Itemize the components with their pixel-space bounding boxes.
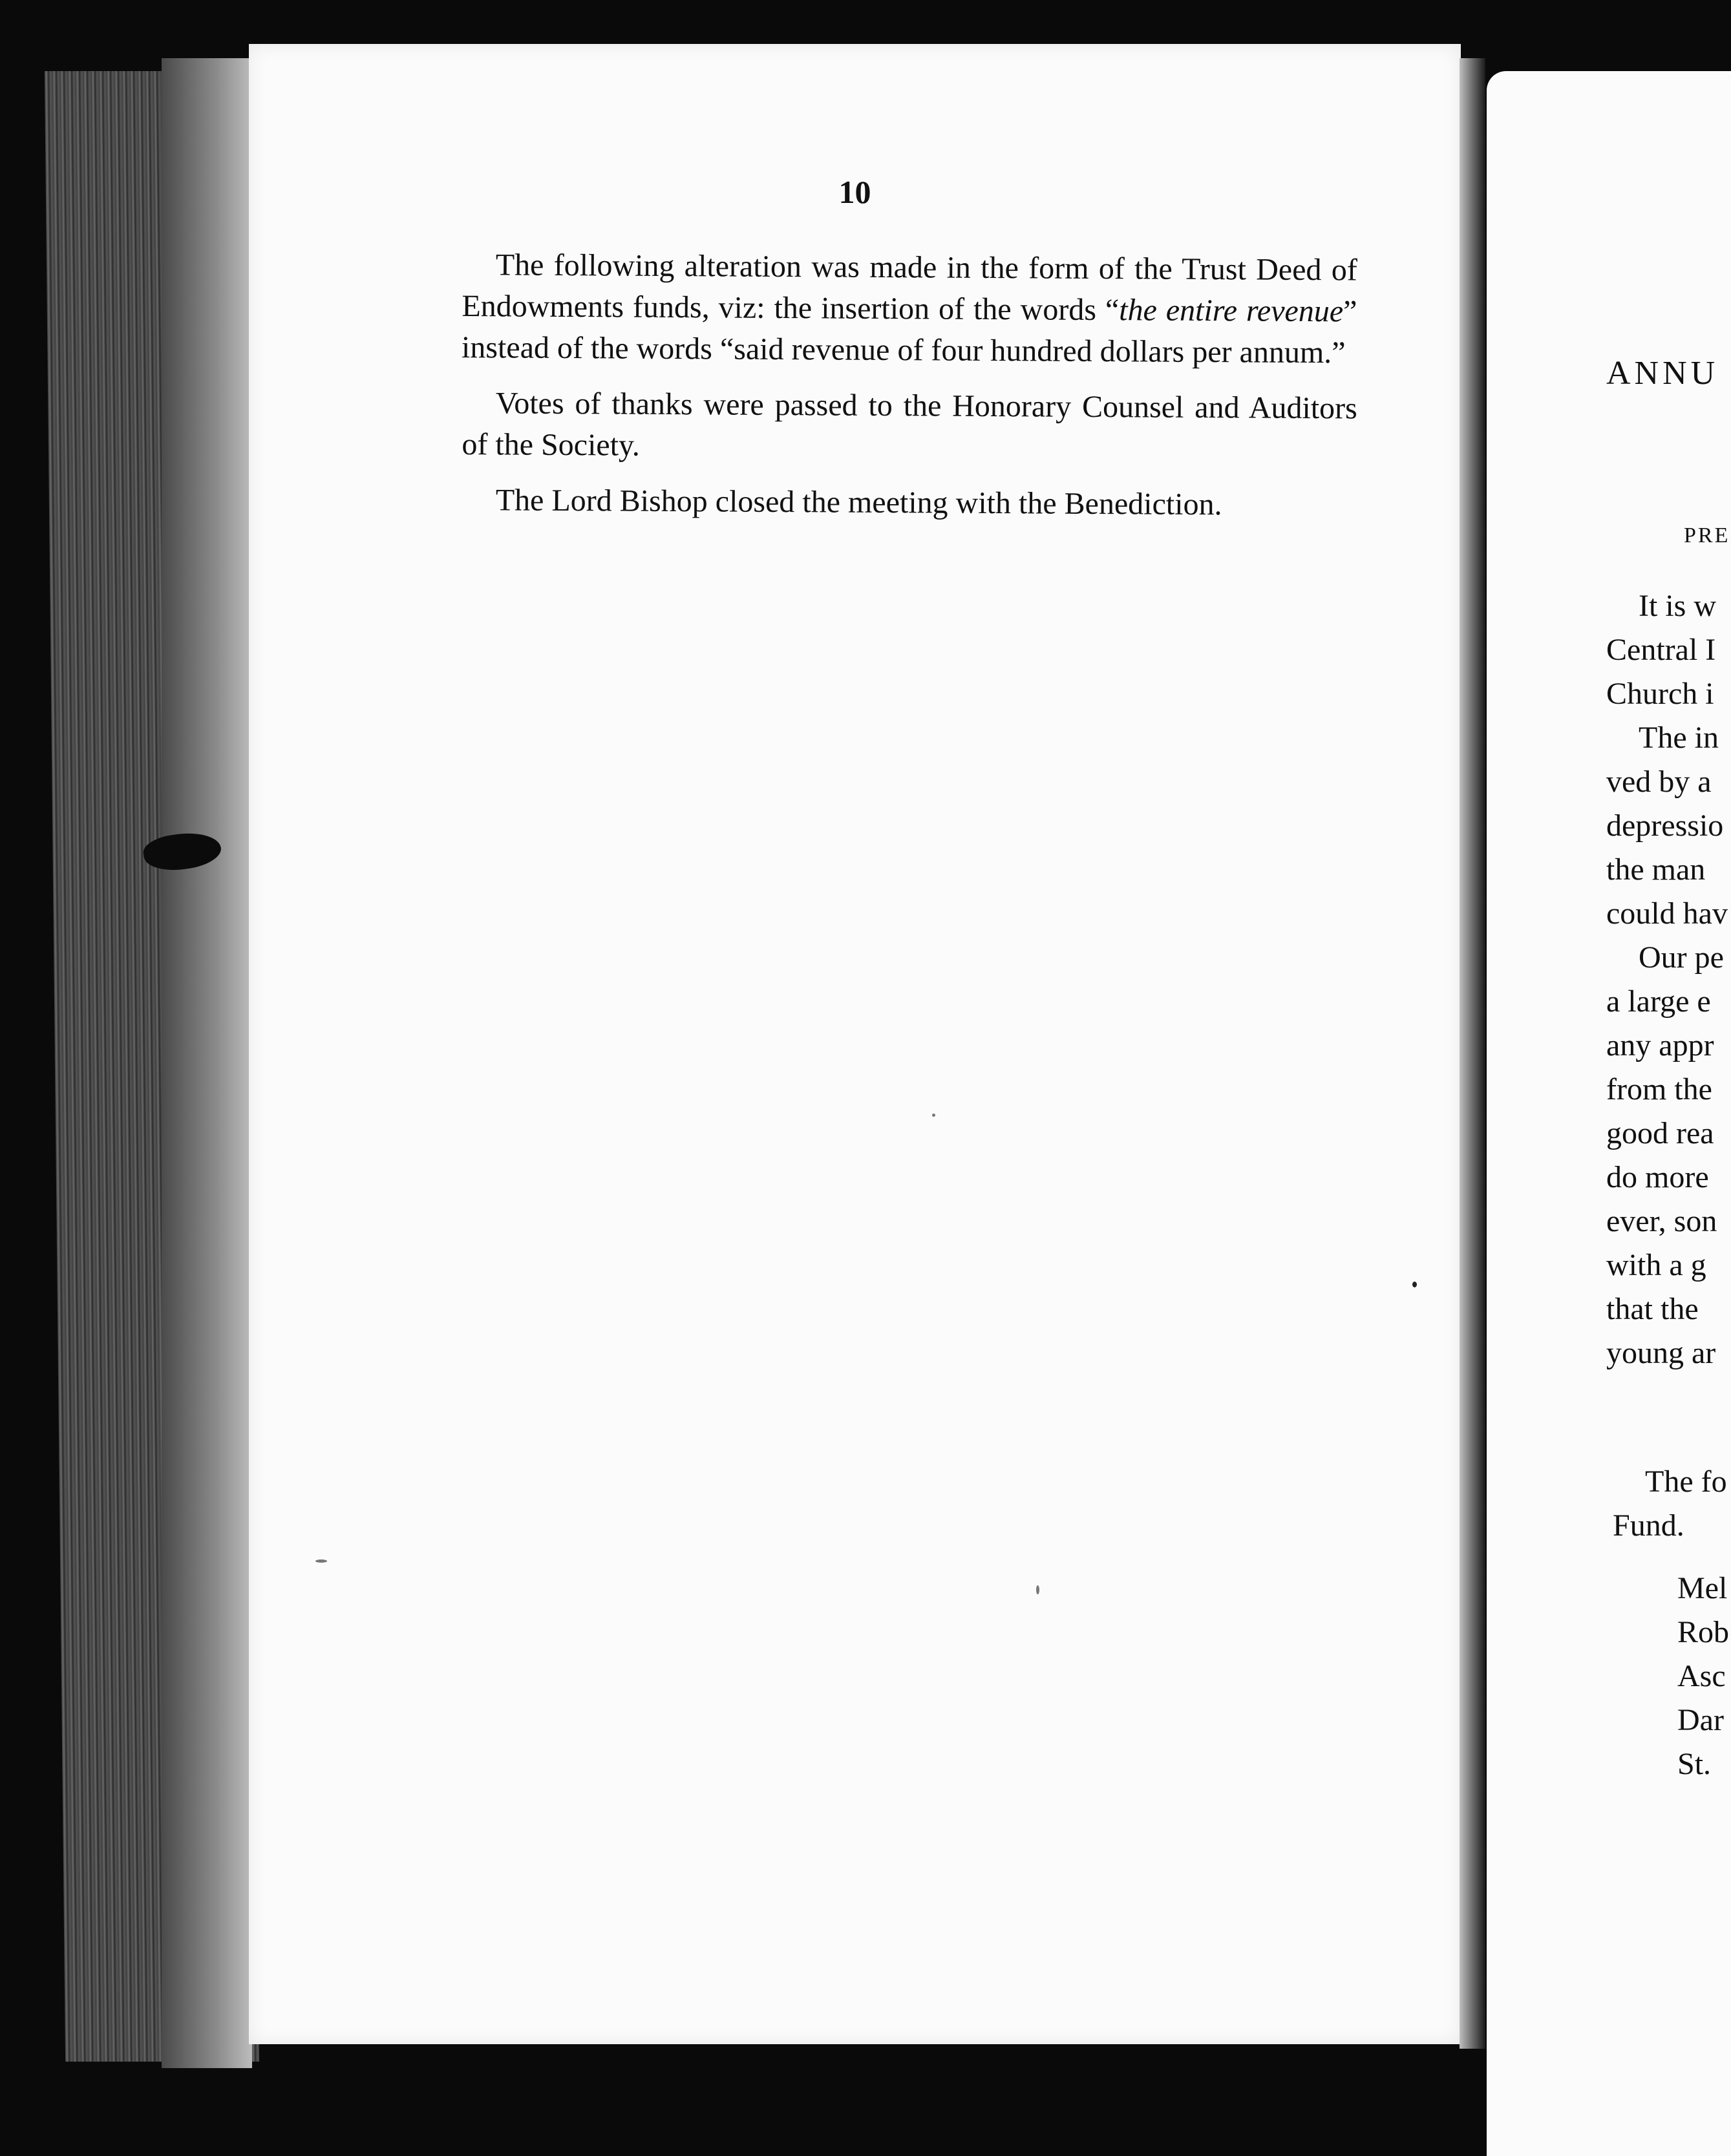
right-page-line: ever, son bbox=[1606, 1204, 1717, 1238]
paragraph-trust-deed-alteration bbox=[462, 244, 1357, 374]
right-page-line: Church i bbox=[1606, 677, 1714, 711]
right-page-line: Central I bbox=[1606, 633, 1716, 667]
page-body-text bbox=[462, 244, 1357, 535]
right-page-line: Our pe bbox=[1639, 940, 1724, 975]
right-page-line: from the bbox=[1606, 1072, 1712, 1106]
page-number: 10 bbox=[838, 174, 871, 210]
paper-speck bbox=[1036, 1585, 1039, 1594]
paragraph-votes-of-thanks bbox=[462, 383, 1357, 470]
right-page-line: Fund. bbox=[1613, 1508, 1684, 1543]
right-page-line: It is w bbox=[1639, 589, 1716, 623]
paper-speck bbox=[1412, 1282, 1417, 1287]
right-page-heading: ANNU bbox=[1606, 355, 1719, 392]
right-page-line: ved by a bbox=[1606, 765, 1712, 799]
right-page-subheading: PRE bbox=[1684, 523, 1730, 547]
right-page-line: The fo bbox=[1645, 1464, 1727, 1499]
paragraph-text: Votes of thanks were passed to the Honorary Counsel and Auditors of the Society. bbox=[462, 386, 1357, 463]
right-page-line: could hav bbox=[1606, 896, 1728, 931]
paragraph-text: The following alteration was made in the form of the Trust Deed of Endowments funds, viz: the insertion of the words “ bbox=[462, 248, 1357, 328]
right-page-line: any appr bbox=[1606, 1028, 1714, 1062]
paper-speck bbox=[315, 1559, 327, 1563]
right-page-line: do more bbox=[1606, 1160, 1709, 1194]
right-page-line: young ar bbox=[1606, 1336, 1716, 1370]
right-page-list-item: Rob bbox=[1677, 1615, 1730, 1649]
right-page-line: with a g bbox=[1606, 1248, 1706, 1282]
right-page-partial bbox=[1487, 71, 1731, 2156]
book-gutter bbox=[1460, 58, 1485, 2049]
right-page-line: good rea bbox=[1606, 1116, 1714, 1150]
right-page-line: a large e bbox=[1606, 984, 1711, 1019]
paragraph-text: ” instead of the words “said revenue of four hundred dollars per annum.” bbox=[461, 294, 1357, 370]
paper-speck bbox=[932, 1114, 935, 1117]
right-page-line: depressio bbox=[1606, 808, 1724, 843]
right-page-list-item: St. bbox=[1677, 1747, 1712, 1781]
right-page-list-item: Mel bbox=[1677, 1571, 1728, 1605]
italic-quote: the entire revenue bbox=[1119, 293, 1344, 329]
page-edges-shading bbox=[162, 58, 252, 2068]
paragraph-benediction bbox=[462, 480, 1357, 526]
right-page-line: The in bbox=[1639, 721, 1719, 755]
left-page bbox=[249, 44, 1461, 2044]
paragraph-text: The Lord Bishop closed the meeting with the Benediction. bbox=[495, 483, 1222, 522]
right-page-line: that the bbox=[1606, 1292, 1699, 1326]
right-page-line: the man bbox=[1606, 852, 1706, 887]
right-page-list-item: Asc bbox=[1677, 1659, 1726, 1693]
right-page-list-item: Dar bbox=[1677, 1703, 1724, 1737]
